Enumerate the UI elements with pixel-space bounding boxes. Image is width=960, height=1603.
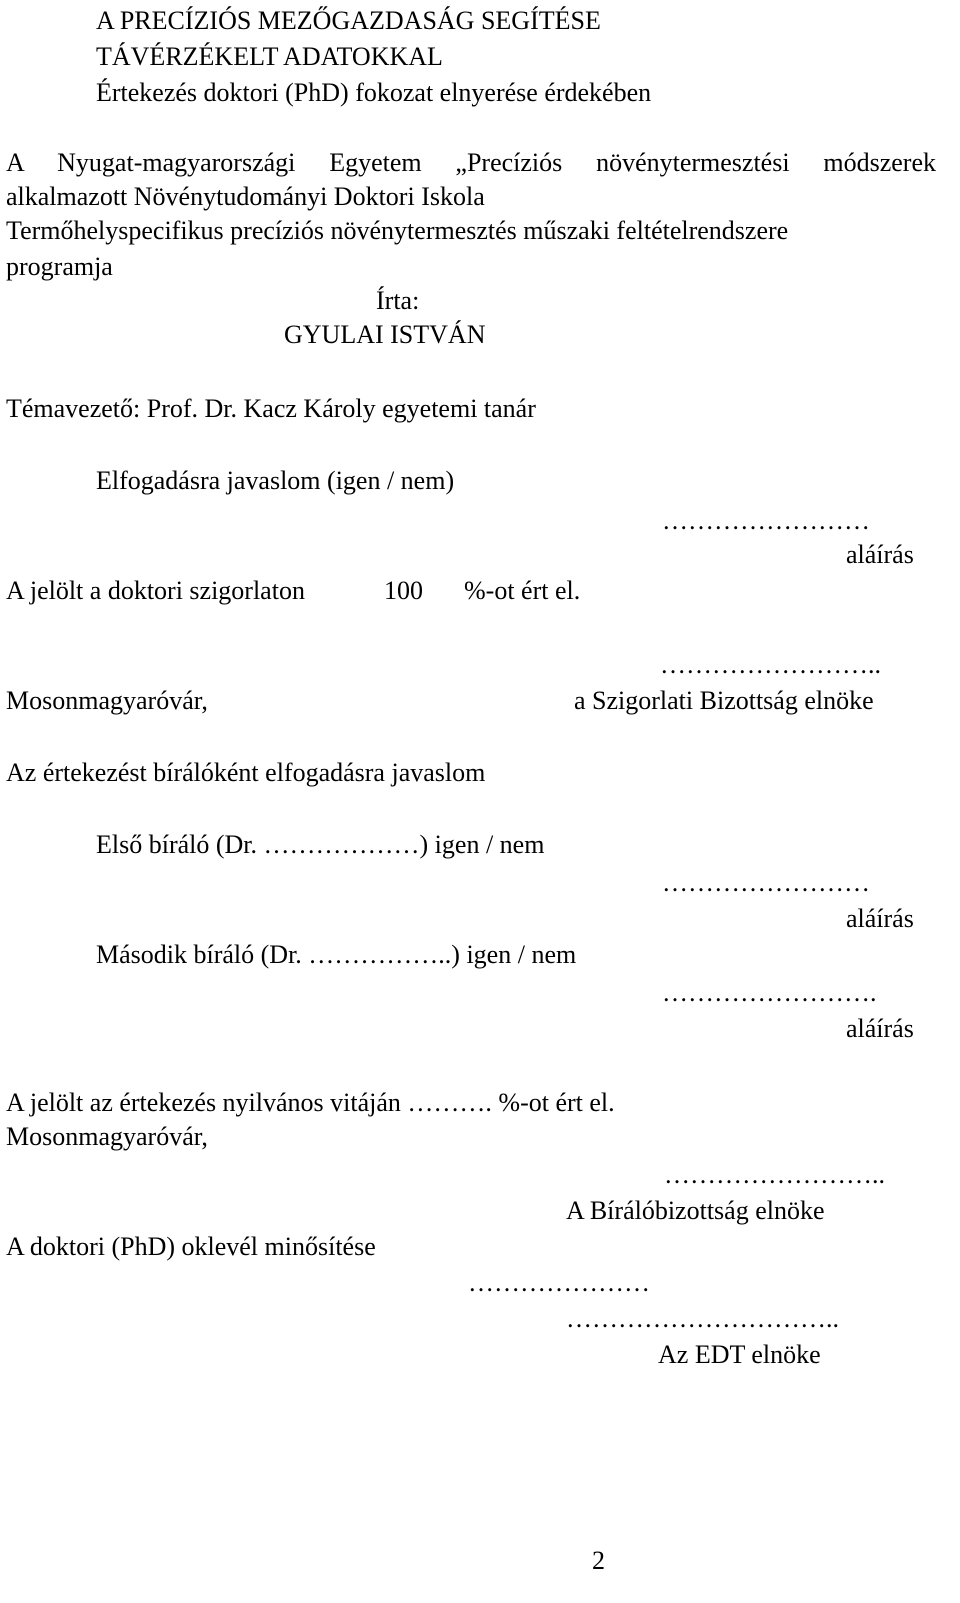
institution-line-3: Termőhelyspecifikus precíziós növénytermesztés műszaki feltételrendszere: [6, 216, 789, 245]
defense-line: A jelölt az értekezés nyilvános vitáján ………. %-ot ért el.: [6, 1088, 615, 1117]
edt-label: Az EDT elnöke: [658, 1340, 821, 1369]
supervisor: Témavezető: Prof. Dr. Kacz Károly egyetemi tanár: [6, 394, 536, 423]
defense-label: A Bírálóbizottság elnöke: [566, 1196, 825, 1225]
subtitle: Értekezés doktori (PhD) fokozat elnyerése érdekében: [96, 78, 652, 107]
second-reviewer-dots: …………………….: [662, 978, 877, 1007]
diploma-dots: …………………: [468, 1268, 650, 1297]
exam-sign-dots: ……………………..: [660, 650, 881, 679]
signature-1-label: aláírás: [846, 540, 914, 569]
page-number: 2: [592, 1546, 605, 1575]
recommendation: Elfogadásra javaslom (igen / nem): [96, 466, 455, 495]
institution-line-2: alkalmazott Növénytudományi Doktori Iskola: [6, 182, 485, 211]
institution-line-1: [6, 150, 936, 176]
author-label: Írta:: [376, 286, 420, 315]
first-reviewer-sign: aláírás: [846, 904, 914, 933]
second-reviewer: Második bíráló (Dr. ……………..) igen / nem: [96, 940, 577, 969]
signature-1-dots: ……………………: [662, 506, 870, 535]
first-reviewer: Első bíráló (Dr. ………………) igen / nem: [96, 830, 545, 859]
second-reviewer-sign: aláírás: [846, 1014, 914, 1043]
edt-dots: …………………………..: [566, 1304, 839, 1333]
institution-line-4: programja: [6, 252, 113, 281]
institution-line-1-text: A Nyugat-magyarországi Egyetem „Precíziós növénytermesztési módszerek: [6, 148, 936, 177]
exam-suffix: %-ot ért el.: [464, 576, 581, 605]
first-reviewer-dots: ……………………: [662, 868, 870, 897]
defense-place: Mosonmagyaróvár,: [6, 1122, 208, 1151]
exam-score: 100: [384, 576, 423, 605]
reviewers-intro: Az értekezést bírálóként elfogadásra javaslom: [6, 758, 486, 787]
title-line-2: TÁVÉRZÉKELT ADATOKKAL: [96, 42, 443, 71]
exam-prefix: A jelölt a doktori szigorlaton: [6, 576, 305, 605]
defense-dots: ……………………..: [664, 1160, 885, 1189]
diploma-label: A doktori (PhD) oklevél minősítése: [6, 1232, 376, 1261]
exam-sign-label: a Szigorlati Bizottság elnöke: [574, 686, 874, 715]
title-line-1: A PRECÍZIÓS MEZŐGAZDASÁG SEGÍTÉSE: [96, 6, 601, 35]
author-name: GYULAI ISTVÁN: [284, 320, 486, 349]
exam-sign-place: Mosonmagyaróvár,: [6, 686, 208, 715]
